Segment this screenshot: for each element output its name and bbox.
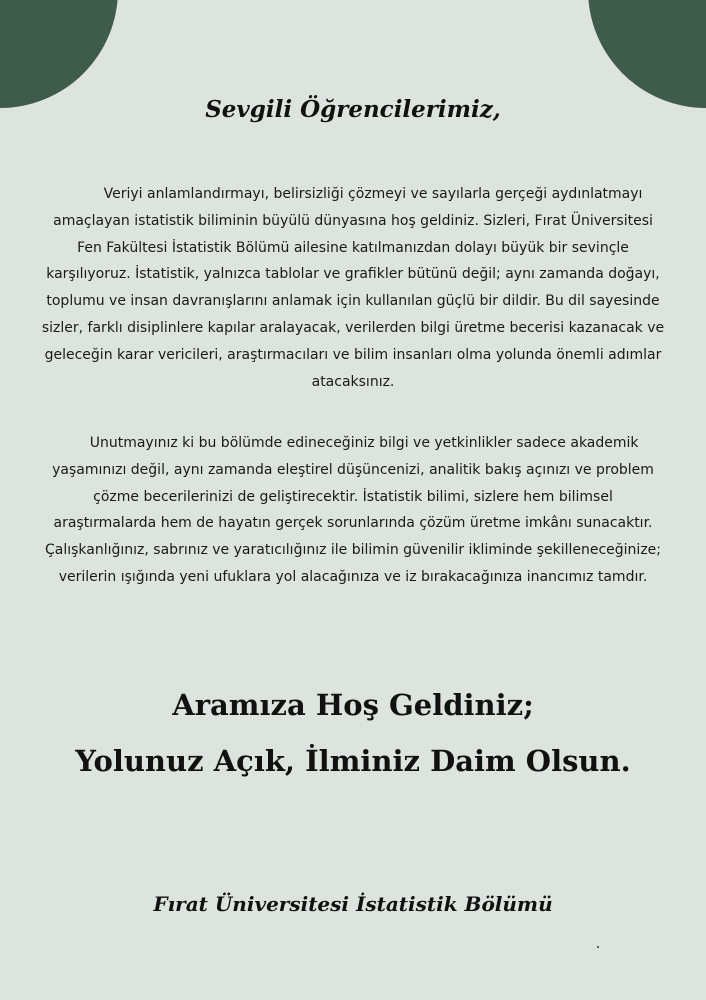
stray-dot (597, 946, 599, 948)
closing-line-2: Yolunuz Açık, İlminiz Daim Olsun. (75, 744, 631, 778)
salutation-heading: Sevgili Öğrencilerimiz, (205, 96, 501, 123)
decorative-corner-left (0, 0, 118, 108)
decorative-corner-right (588, 0, 706, 108)
welcome-paragraph-1: Veriyi anlamlandırmayı, belirsizliği çözmeyi ve sayılarla gerçeği aydınlatmayı amaçlayan istatistik biliminin büyülü dünyasına hoş geldiniz. Sizleri, Fırat Üniversitesi Fen Fakültesi İstatistik Bölümü ailesine katılmanızdan dolayı büyük bir sevinçle karşılıyoruz. İstatistik, yalnızca tablolar ve grafikler bütünü değil; aynı zamanda doğayı, toplumu ve insan davranışlarını anlamak için kullanılan güçlü bir dildir. Bu dil sayesinde sizler, farklı disiplinlere kapılar aralayacak, verilerden bilgi üretme becerisi kazanacak ve geleceğin karar vericileri, araştırmacıları ve bilim insanları olma yolunda önemli adımlar atacaksınız. (41, 186, 669, 390)
welcome-paragraph-2: Unutmayınız ki bu bölümde edineceğiniz bilgi ve yetkinlikler sadece akademik yaşamınızı değil, aynı zamanda eleştirel düşüncenizi, analitik bakış açınızı ve problem çözme becerilerinizi de geliştirecektir. İstatistik bilimi, sizlere hem bilimsel araştırmalarda hem de hayatın gerçek sorunlarında çözüm üretme imkânı sunacaktır. Çalışkanlığınız, sabrınız ve yaratıcılığınız ile bilimin güvenilir ikliminde şekilleneceğinize; verilerin ışığında yeni ufuklara yol alacağınıza ve iz bırakacağınıza inancımız tamdır. (45, 435, 666, 585)
signature: Fırat Üniversitesi İstatistik Bölümü (153, 892, 553, 916)
closing-line-1: Aramıza Hoş Geldiniz; (172, 688, 534, 722)
